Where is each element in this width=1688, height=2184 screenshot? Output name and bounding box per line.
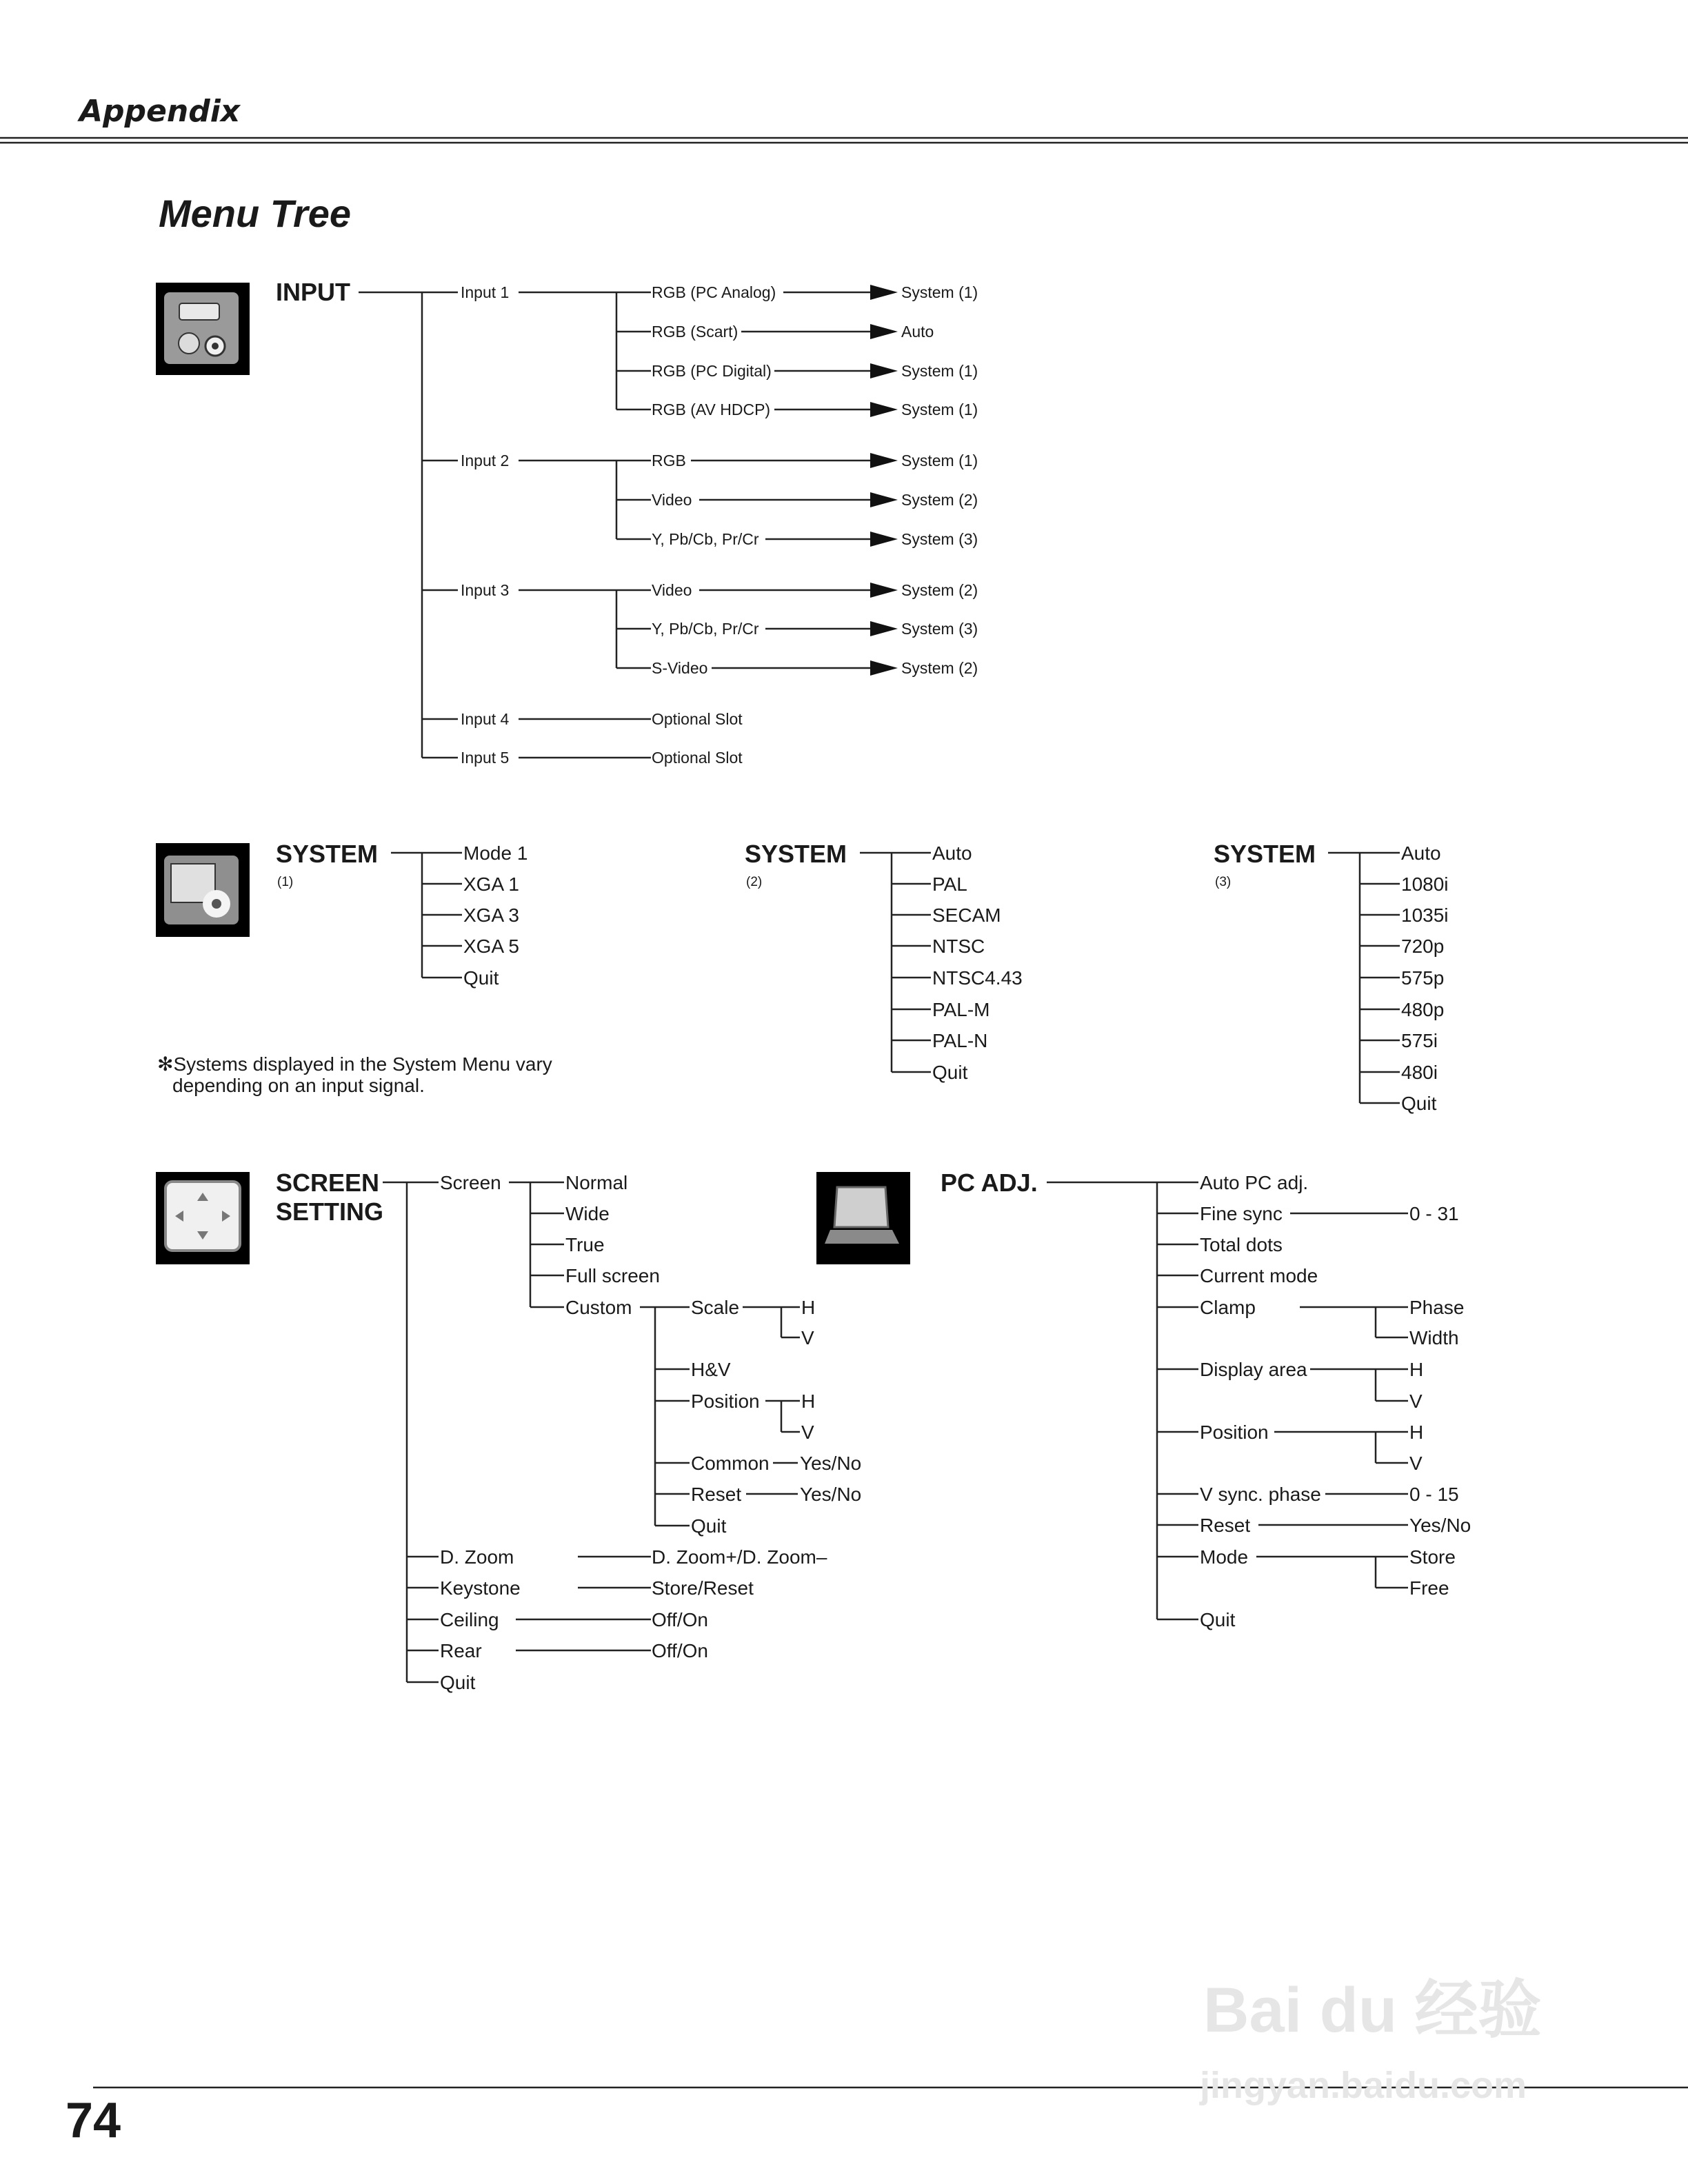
screen-value: D. Zoom+/D. Zoom– — [652, 1546, 827, 1568]
pcadj-item: Position — [1200, 1422, 1269, 1443]
system1-item: XGA 5 — [463, 936, 519, 957]
system-menu-icon — [156, 843, 250, 937]
pcadj-item: Fine sync — [1200, 1203, 1283, 1224]
system3-item: 1080i — [1401, 873, 1449, 895]
watermark-brand: Bai du 经验 — [1203, 1975, 1542, 2045]
screen-mode: True — [565, 1234, 605, 1255]
input-menu-icon — [156, 283, 250, 375]
system3-item: 575p — [1401, 967, 1445, 989]
system1-item: XGA 3 — [463, 904, 519, 926]
system2-sub: (2) — [746, 875, 763, 889]
position-h: H — [1409, 1422, 1424, 1443]
system2-heading: SYSTEM — [745, 840, 847, 868]
note-line-1: Systems displayed in the System Menu vary — [173, 1053, 552, 1075]
clamp-option: Phase — [1409, 1297, 1465, 1318]
input1-source: RGB (AV HDCP) — [652, 401, 771, 418]
system1-heading: SYSTEM — [276, 840, 379, 868]
pcadj-item: Reset — [1200, 1515, 1251, 1536]
system1-sub: (1) — [277, 875, 294, 889]
position-v: V — [801, 1422, 814, 1443]
fine-sync-range: 0 - 31 — [1409, 1203, 1459, 1224]
system3-item: 1035i — [1401, 904, 1449, 926]
system2-item: PAL-N — [932, 1030, 988, 1051]
system2-item: NTSC4.43 — [932, 967, 1023, 989]
source-target: System (1) — [901, 283, 978, 301]
source-target: System (2) — [901, 581, 978, 599]
watermark-url: jingyan.baidu.com — [1200, 2065, 1527, 2106]
system1-item: XGA 1 — [463, 873, 519, 895]
system3-sub: (3) — [1215, 875, 1232, 889]
custom-item: Quit — [691, 1515, 727, 1537]
pc-adjust-icon — [816, 1172, 910, 1264]
system-note-line-2: depending on an input signal. — [172, 1075, 425, 1096]
custom-item: Scale — [691, 1297, 740, 1318]
input4-source: Optional Slot — [652, 710, 743, 728]
position-v: V — [1409, 1453, 1423, 1474]
input-4: Input 4 — [461, 710, 510, 728]
system3-item: 575i — [1401, 1030, 1438, 1051]
pcadj-item: Mode — [1200, 1546, 1249, 1568]
custom-item: Position — [691, 1391, 760, 1412]
system1-item: Quit — [463, 967, 499, 989]
source-target: System (3) — [901, 530, 978, 548]
source-target: System (2) — [901, 659, 978, 677]
system3-item: Quit — [1401, 1093, 1437, 1114]
screen-setting-icon — [156, 1172, 250, 1264]
note-mark: ✻ — [157, 1053, 174, 1075]
system3-item: 480p — [1401, 999, 1445, 1020]
system3-heading: SYSTEM — [1214, 840, 1316, 868]
position-h: H — [801, 1391, 816, 1412]
input1-source: RGB (Scart) — [652, 323, 738, 341]
system3-item: 480i — [1401, 1062, 1438, 1083]
input2-source: Video — [652, 491, 692, 509]
pcadj-item: V sync. phase — [1200, 1484, 1321, 1505]
source-target: System (1) — [901, 401, 978, 418]
input-heading: INPUT — [276, 278, 350, 306]
system2-item: NTSC — [932, 936, 985, 957]
input3-source: S-Video — [652, 659, 708, 677]
mode-option: Free — [1409, 1577, 1449, 1599]
scale-h: H — [801, 1297, 816, 1318]
source-target: System (1) — [901, 362, 978, 380]
input-5: Input 5 — [461, 749, 510, 767]
input5-source: Optional Slot — [652, 749, 743, 767]
display-area-v: V — [1409, 1391, 1423, 1412]
common-value: Yes/No — [800, 1453, 862, 1474]
page-title: Menu Tree — [159, 192, 352, 235]
scale-v: V — [801, 1327, 814, 1348]
pcadj-item: Display area — [1200, 1359, 1307, 1380]
screen-item: Rear — [440, 1640, 482, 1661]
system2-item: PAL — [932, 873, 967, 895]
system2-item: SECAM — [932, 904, 1001, 926]
screen-mode: Full screen — [565, 1265, 660, 1286]
system3-item: 720p — [1401, 936, 1445, 957]
screen-item: Ceiling — [440, 1609, 499, 1630]
input-1: Input 1 — [461, 283, 510, 301]
source-target: System (1) — [901, 452, 978, 469]
screen-mode: Wide — [565, 1203, 610, 1224]
reset-value: Yes/No — [1409, 1515, 1471, 1536]
clamp-option: Width — [1409, 1327, 1459, 1348]
display-area-h: H — [1409, 1359, 1424, 1380]
source-target: System (3) — [901, 620, 978, 638]
section-header: Appendix — [79, 94, 241, 129]
input2-source: Y, Pb/Cb, Pr/Cr — [652, 530, 759, 548]
system2-item: PAL-M — [932, 999, 990, 1020]
screen-mode: Custom — [565, 1297, 632, 1318]
pcadj-item: Total dots — [1200, 1234, 1283, 1255]
custom-item: Common — [691, 1453, 770, 1474]
screen-mode: Normal — [565, 1172, 628, 1193]
screen-item: Screen — [440, 1172, 501, 1193]
pc-adj-heading: PC ADJ. — [941, 1169, 1038, 1197]
input-2: Input 2 — [461, 452, 510, 469]
source-target: System (2) — [901, 491, 978, 509]
system2-item: Quit — [932, 1062, 968, 1083]
pcadj-item: Auto PC adj. — [1200, 1172, 1309, 1193]
system3-item: Auto — [1401, 842, 1441, 864]
input2-source: RGB — [652, 452, 686, 469]
screen-value: Off/On — [652, 1640, 708, 1661]
input1-source: RGB (PC Digital) — [652, 362, 772, 380]
screen-setting-heading-1: SCREEN — [276, 1169, 380, 1197]
custom-item: H&V — [691, 1359, 731, 1380]
screen-item: Quit — [440, 1672, 476, 1693]
reset-value: Yes/No — [800, 1484, 862, 1505]
page-number: 74 — [66, 2093, 121, 2148]
source-target: Auto — [901, 323, 934, 341]
system-note — [157, 1055, 552, 1074]
screen-setting-heading-2: SETTING — [276, 1197, 384, 1226]
screen-item: Keystone — [440, 1577, 521, 1599]
pcadj-item: Quit — [1200, 1609, 1236, 1630]
input3-source: Video — [652, 581, 692, 599]
input1-source: RGB (PC Analog) — [652, 283, 776, 301]
screen-item: D. Zoom — [440, 1546, 514, 1568]
system1-item: Mode 1 — [463, 842, 528, 864]
screen-value: Off/On — [652, 1609, 708, 1630]
input3-source: Y, Pb/Cb, Pr/Cr — [652, 620, 759, 638]
vsync-range: 0 - 15 — [1409, 1484, 1459, 1505]
system2-item: Auto — [932, 842, 972, 864]
screen-value: Store/Reset — [652, 1577, 754, 1599]
input-3: Input 3 — [461, 581, 510, 599]
mode-option: Store — [1409, 1546, 1456, 1568]
pcadj-item: Current mode — [1200, 1265, 1318, 1286]
pcadj-item: Clamp — [1200, 1297, 1256, 1318]
custom-item: Reset — [691, 1484, 742, 1505]
